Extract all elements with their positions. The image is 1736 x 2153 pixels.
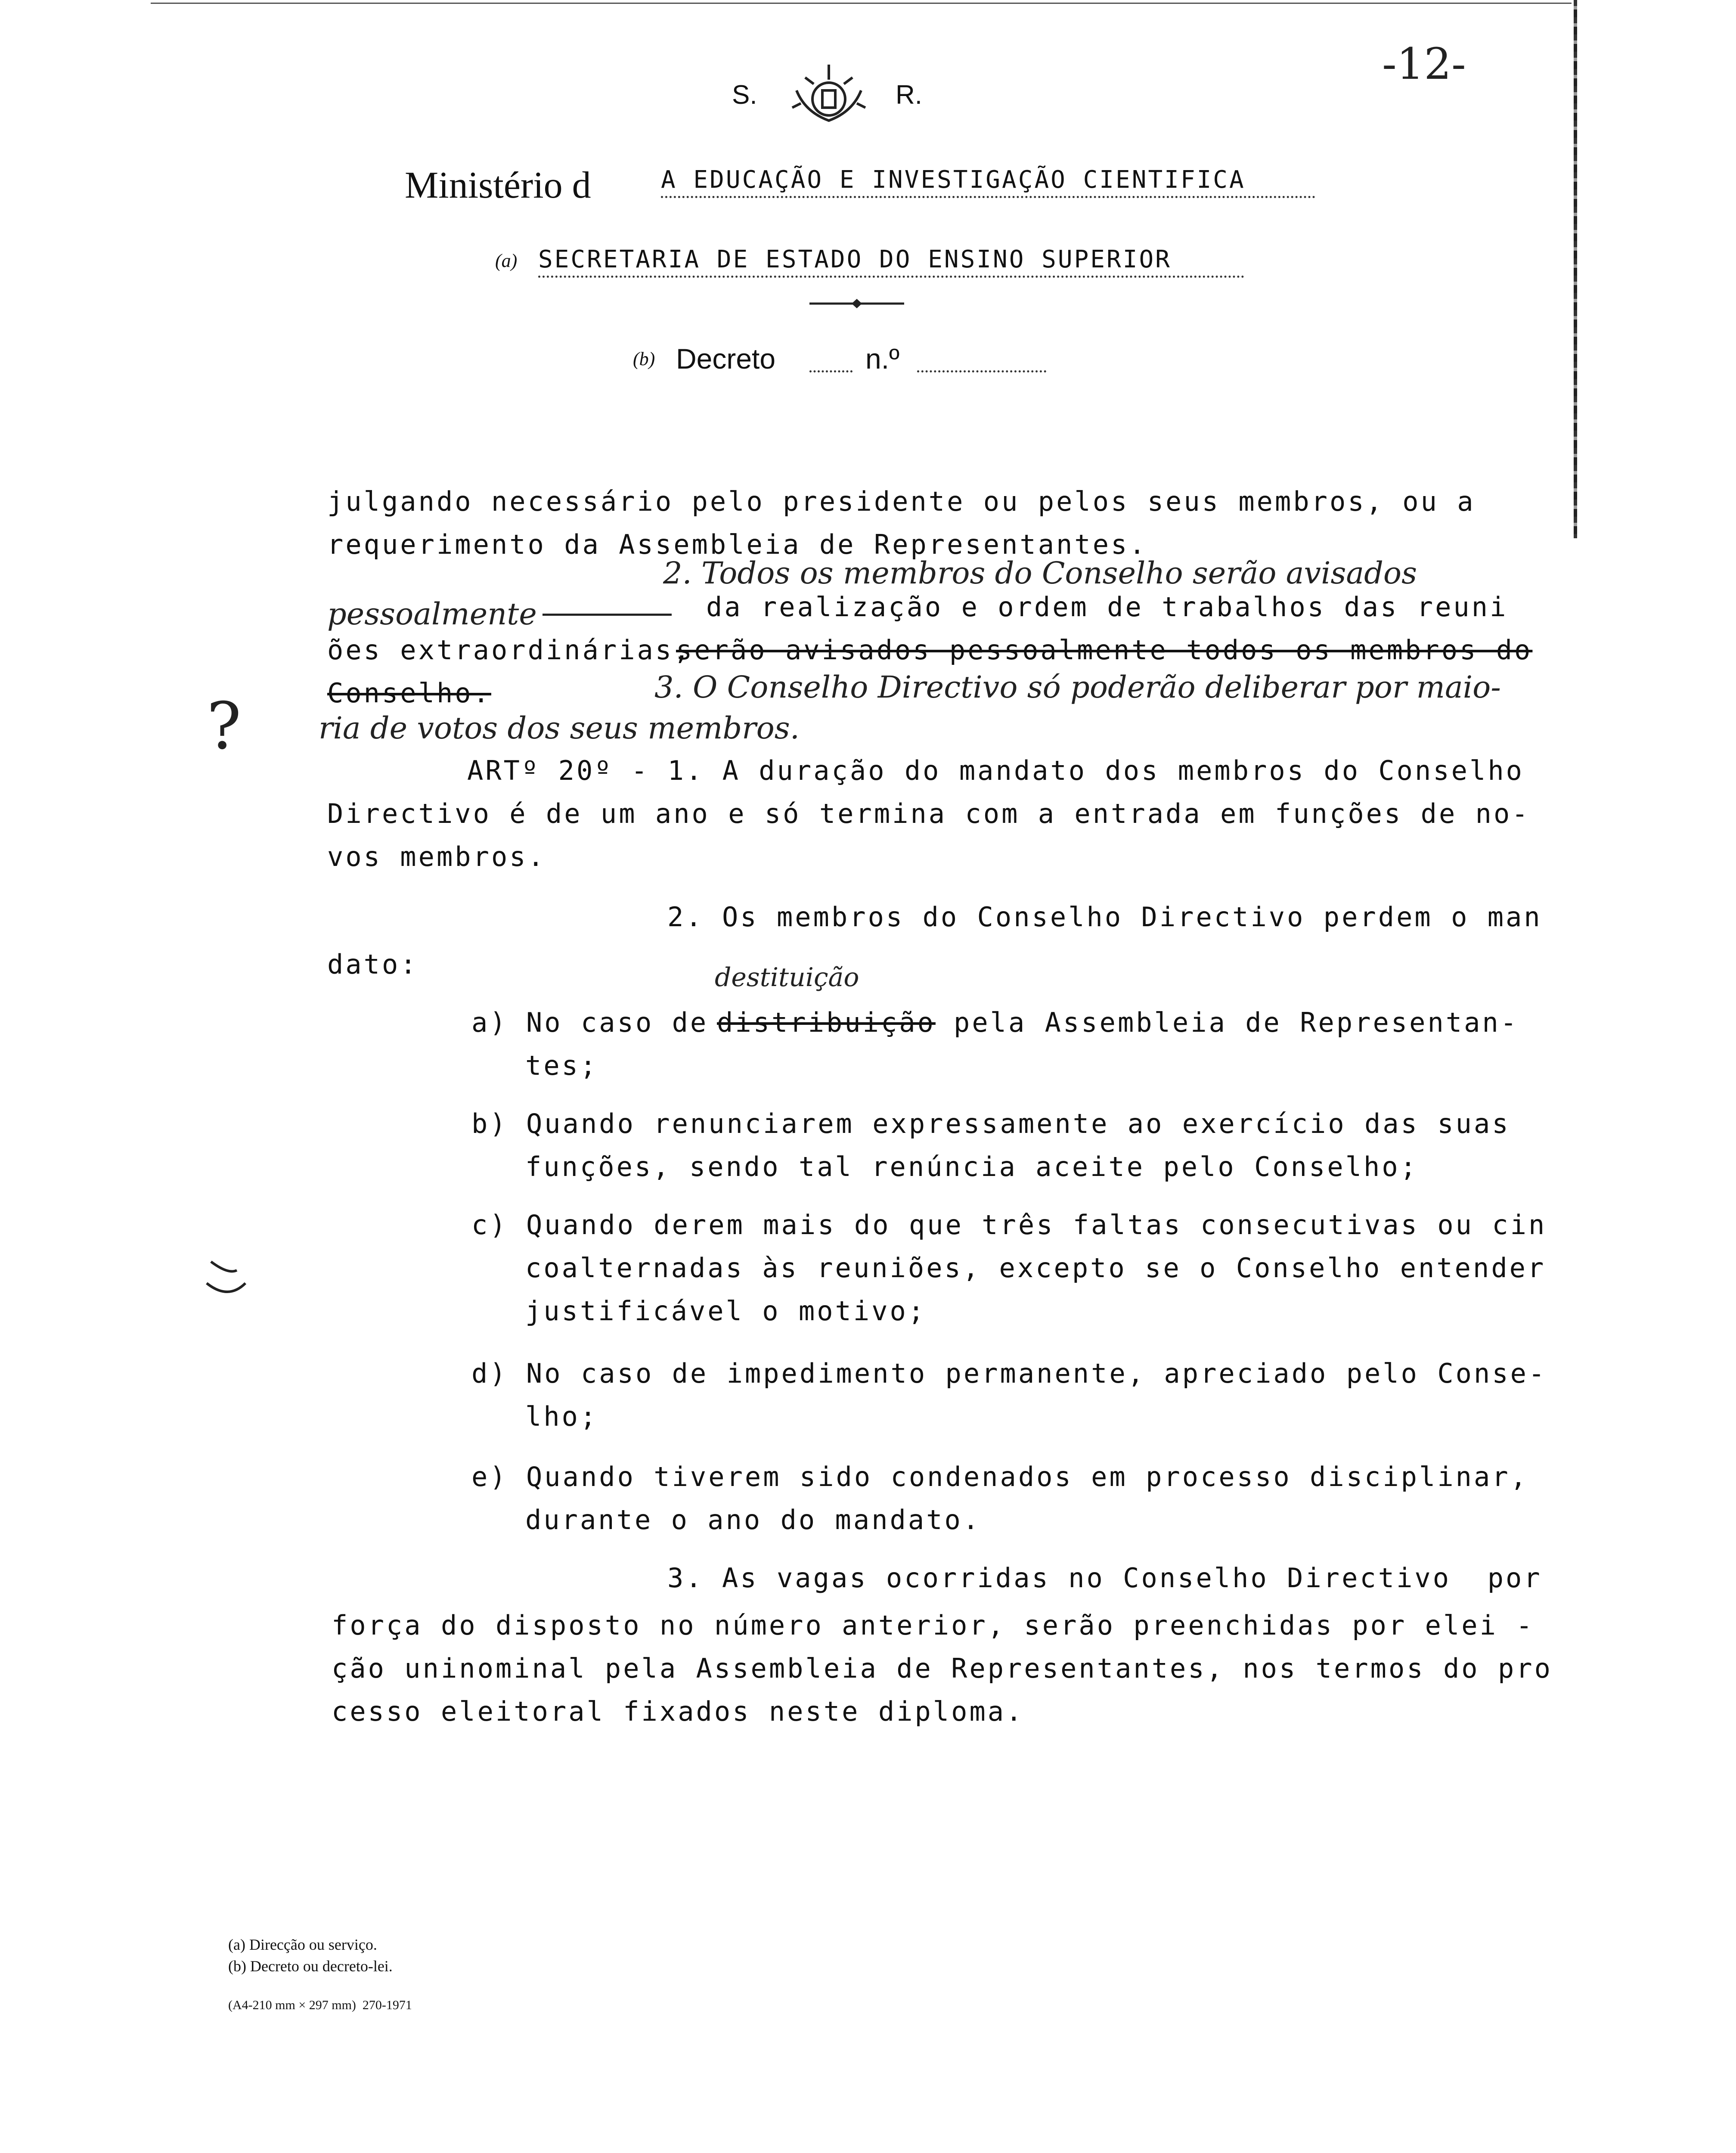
sr-left-letter: S. — [732, 80, 757, 110]
margin-mark-icon — [202, 1253, 254, 1305]
sr-right-letter: R. — [896, 80, 922, 110]
top-rule — [151, 3, 1572, 4]
item-e-line1: e) Quando tiverem sido condenados em processo disciplinar, — [471, 1461, 1528, 1492]
secretariat-dotted-line — [538, 276, 1244, 278]
secretariat-title: SECRETARIA DE ESTADO DO ENSINO SUPERIOR — [538, 245, 1172, 273]
decree-number-label: n.º — [865, 343, 900, 375]
item-a-line1-end: pela Assembleia de Representan- — [954, 1007, 1519, 1038]
article-20-2-line1: 2. Os membros do Conselho Directivo perdem o man — [667, 901, 1542, 933]
decree-number-blank — [917, 344, 1046, 372]
decree-label: Decreto — [676, 343, 776, 375]
handwritten-insert-3: 3. O Conselho Directivo só poderão deliberar por maio- — [654, 670, 1501, 705]
para1-line2: requerimento da Assembleia de Representantes. — [327, 529, 1147, 560]
item-d-line2: lho; — [525, 1401, 598, 1432]
para2-line2: ões extraordinárias, — [327, 634, 692, 666]
ornament-divider-icon — [809, 297, 904, 310]
coat-of-arms-icon — [788, 60, 870, 129]
article-20-2-line2: dato: — [327, 949, 418, 980]
article-20-3-line2: força do disposto no número anterior, serão preenchidas por elei - — [332, 1610, 1534, 1641]
article-20-line3: vos membros. — [327, 841, 546, 872]
para2-line1: da realização e ordem de trabalhos das reuni — [706, 591, 1508, 623]
item-e-line2: durante o ano do mandato. — [525, 1504, 981, 1536]
margin-question-mark: ? — [207, 689, 242, 764]
item-a-struck-word: distribuição — [717, 1007, 936, 1038]
form-code: (A4-210 mm × 297 mm) 270-1971 — [228, 1998, 412, 2012]
article-20-3-line3: ção uninominal pela Assembleia de Representantes, nos termos do pro — [332, 1653, 1553, 1684]
decree-blank — [809, 344, 852, 372]
handwritten-destituicao: destituição — [715, 962, 859, 993]
item-d-line1: d) No caso de impedimento permanente, apreciado pelo Conse- — [471, 1358, 1547, 1389]
article-20-line2: Directivo é de um ano e só termina com a entrada em funções de no- — [327, 798, 1530, 829]
footnote-a: (a) Direcção ou serviço. — [228, 1936, 377, 1953]
ministry-name: A EDUCAÇÃO E INVESTIGAÇÃO CIENTIFICA — [661, 166, 1246, 194]
item-a-line2: tes; — [525, 1050, 598, 1081]
handwritten-insert-4: ria de votos dos seus membros. — [319, 710, 800, 746]
para2-struck-text-2: Conselho. — [327, 677, 491, 709]
item-c-line2: coalternadas às reuniões, excepto se o Conselho entender — [525, 1252, 1546, 1284]
secretariat-marker: (a) — [495, 250, 518, 271]
handwritten-insert-2: pessoalmente — [327, 596, 537, 632]
right-edge-rule — [1574, 0, 1577, 538]
para1-line1: julgando necessário pelo presidente ou pelos seus membros, ou a — [327, 486, 1476, 517]
para2-struck-text: serão avisados pessoalmente todos os membros do — [676, 634, 1533, 666]
item-c-line3: justificável o motivo; — [525, 1295, 927, 1327]
article-20-line1: ARTº 20º - 1. A duração do mandato dos membros do Conselho — [467, 755, 1524, 786]
item-b-line2: funções, sendo tal renúncia aceite pelo Conselho; — [525, 1151, 1419, 1182]
item-c-line1: c) Quando derem mais do que três faltas consecutivas ou cin — [471, 1209, 1547, 1241]
article-20-3-line1: 3. As vagas ocorridas no Conselho Directivo por — [667, 1562, 1542, 1594]
footnote-b: (b) Decreto ou decreto-lei. — [228, 1958, 393, 1975]
handwritten-arrow-line — [542, 614, 672, 616]
ministry-dotted-line — [661, 196, 1315, 198]
page-number: -12- — [1382, 39, 1466, 89]
handwritten-insert-1: 2. Todos os membros do Conselho serão avisados — [663, 555, 1417, 591]
ministry-prefix: Ministério d — [405, 164, 591, 206]
article-20-3-line4: cesso eleitoral fixados neste diploma. — [332, 1696, 1024, 1727]
item-a-prefix: a) No caso de — [471, 1007, 709, 1038]
decree-marker: (b) — [633, 348, 655, 369]
item-b-line1: b) Quando renunciarem expressamente ao exercício das suas — [471, 1108, 1510, 1139]
